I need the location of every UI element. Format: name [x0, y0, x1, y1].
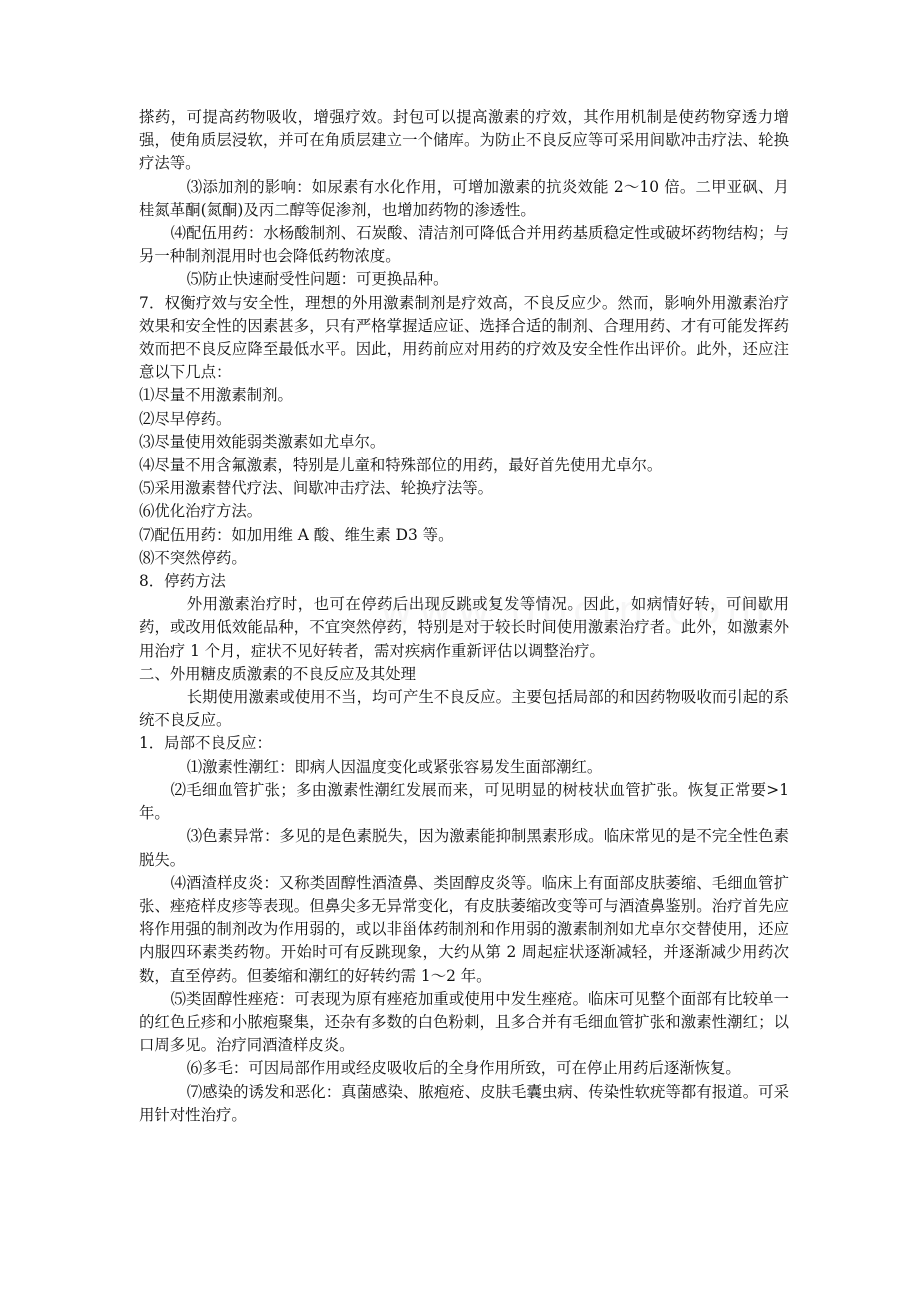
- list-item: ⑺配伍用药：如加用维 A 酸、维生素 D3 等。: [139, 525, 454, 544]
- section-heading: 8．停药方法: [139, 572, 226, 591]
- list-item: ⑴尽量不用激素制剂。: [139, 386, 293, 405]
- list-item: ⑸采用激素替代疗法、间歇冲击疗法、轮换疗法等。: [139, 479, 493, 498]
- paragraph: 长期使用激素或使用不当，均可产生不良反应。主要包括局部的和因药物吸收而引起的系统不良反应。: [139, 688, 789, 730]
- paragraph: ⑵毛细血管扩张；多由激素性潮红发展而来，可见明显的树枝状血管扩张。恢复正常要>1 年。: [139, 780, 789, 823]
- paragraph: 7．权衡疗效与安全性，理想的外用激素制剂是疗效高，不良反应少。然而，影响外用激素治疗效果和安全性的因素甚多，只有严格掌握适应证、选择合适的制剂、合理用药、才有可能发挥药效而把不良反应降至最低水平。因此，用药前应对用药的疗效及安全性作出评价。此外，还应注意以下几点：: [139, 293, 789, 382]
- paragraph: ⑹多毛：可因局部作用或经皮吸收后的全身作用所致，可在停止用药后逐渐恢复。: [186, 1059, 741, 1078]
- paragraph: ⑷酒渣样皮炎：又称类固醇性酒渣鼻、类固醇皮炎等。临床上有面部皮肤萎缩、毛细血管扩张、痤疮样皮疹等表现。但鼻尖多无异常变化，有皮肤萎缩改变等可与酒渣鼻鉴别。治疗首先应将作用强的制剂改为作用弱的，或以非甾体药制剂和作用弱的激素制剂如尤卓尔交替使用，还应内服四环素类药物。开始时可有反跳现象，大约从第 2 周起症状逐渐减轻，并逐渐减少用药次数，直至停药。但萎缩和潮红的好转约需 1～2 年。: [139, 873, 789, 985]
- paragraph: ⑸防止快速耐受性问题：可更换品种。: [186, 270, 449, 289]
- paragraph: 外用激素治疗时，也可在停药后出现反跳或复发等情况。因此，如病情好转，可间歇用药，或改用低效能品种，不宜突然停药，特别是对于较长时间使用激素治疗者。此外，如激素外用治疗 1 个月，症状不见好转者，需对疾病作重新评估以调整治疗。: [139, 595, 789, 660]
- list-item: ⑵尽早停药。: [139, 409, 232, 428]
- paragraph: ⑸类固醇性痤疮：可表现为原有痤疮加重或使用中发生痤疮。临床可见整个面部有比较单一的红色丘疹和小脓疱聚集，还杂有多数的白色粉刺，且多合并有毛细血管扩张和激素性潮红；以口周多见。治疗同酒渣样皮炎。: [139, 989, 789, 1055]
- section-heading: 二、外用糖皮质激素的不良反应及其处理: [139, 664, 417, 683]
- paragraph: ⑴激素性潮红：即病人因温度变化或紧张容易发生面部潮红。: [186, 757, 603, 776]
- section-heading: 1．局部不良反应：: [139, 734, 272, 753]
- paragraph: ⑶添加剂的影响：如尿素有水化作用，可增加激素的抗炎效能 2～10 倍。二甲亚砜、月桂氮革酮(氮酮)及丙二醇等促渗剂，也增加药物的渗透性。: [139, 177, 789, 219]
- paragraph: 搽药，可提高药物吸收，增强疗效。封包可以提高激素的疗效，其作用机制是使药物穿透力增强，使角质层浸软，并可在角质层建立一个储库。为防止不良反应等可采用间歇冲击疗法、轮换疗法等。: [139, 108, 789, 173]
- list-item: ⑹优化治疗方法。: [139, 502, 263, 521]
- list-item: ⑻不突然停药。: [139, 548, 247, 567]
- paragraph: ⑺感染的诱发和恶化：真菌感染、脓疱疮、皮肤毛囊虫病、传染性软疣等都有报道。可采用针对性治疗。: [139, 1082, 789, 1124]
- list-item: ⑷尽量不用含氟激素，特别是儿童和特殊部位的用药，最好首先使用尤卓尔。: [139, 456, 663, 475]
- document-body: [139, 106, 789, 1127]
- paragraph: ⑷配伍用药：水杨酸制剂、石炭酸、清洁剂可降低合并用药基质稳定性或破坏药物结构；与另一种制剂混用时也会降低药物浓度。: [139, 224, 789, 266]
- list-item: ⑶尽量使用效能弱类激素如尤卓尔。: [139, 432, 386, 451]
- paragraph: ⑶色素异常：多见的是色素脱失，因为激素能抑制黑素形成。临床常见的是不完全性色素脱失。: [139, 827, 789, 869]
